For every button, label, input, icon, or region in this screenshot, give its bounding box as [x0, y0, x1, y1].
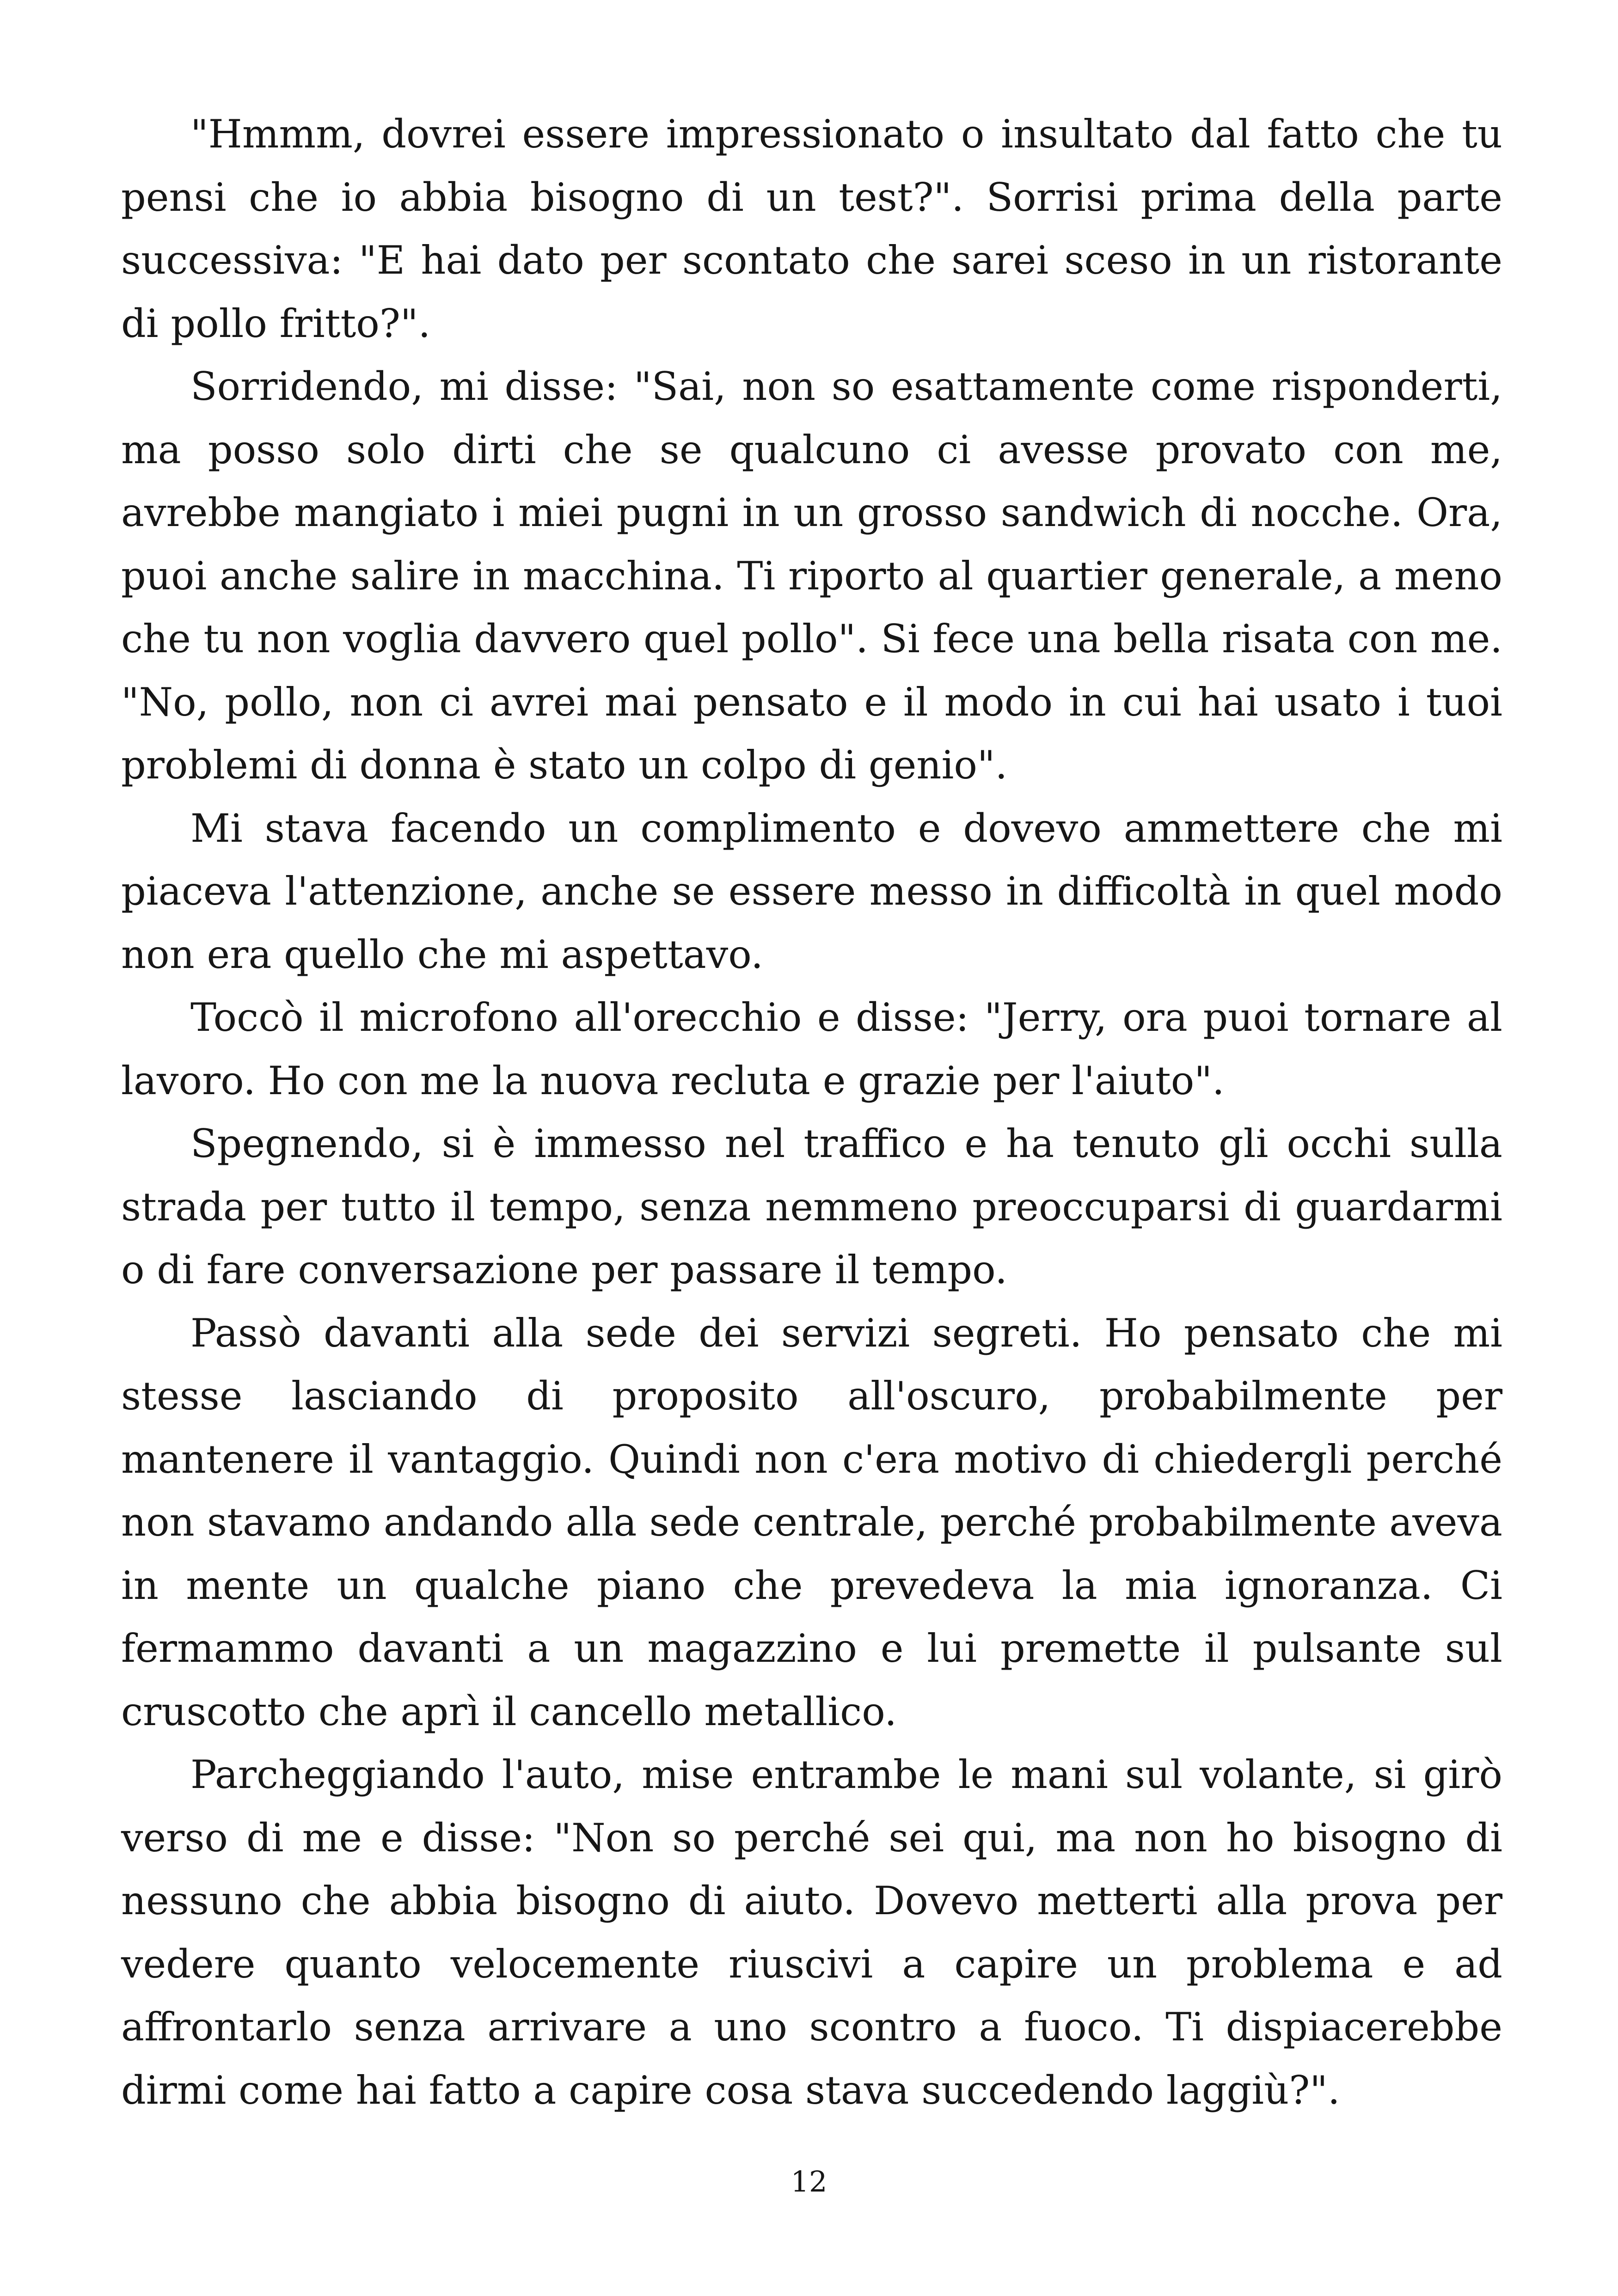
- paragraph: Parcheggiando l'auto, mise entrambe le mani sul volante, si girò verso di me e disse: "Non so perché sei qui, ma non ho bisogno di nessuno che abbia bisogno di aiuto. Dovevo metterti alla prova per vedere quanto velocemente riuscivi a capire un problema e ad affrontarlo senza arrivare a uno scontro a fuoco. Ti dispiacerebbe dirmi come hai fatto a capire cosa stava succedendo laggiù?".: [121, 1752, 1502, 2113]
- paragraph: Mi stava facendo un complimento e dovevo ammettere che mi piaceva l'attenzione, anche se essere messo in difficoltà in quel modo non era quello che mi aspettavo.: [121, 805, 1502, 977]
- paragraph: "Hmmm, dovrei essere impressionato o insultato dal fatto che tu pensi che io abbia bisogno di un test?". Sorrisi prima della parte successiva: "E hai dato per scontato che sarei sceso in un ristorante di pollo fritto?".: [121, 111, 1502, 346]
- paragraph: Passò davanti alla sede dei servizi segreti. Ho pensato che mi stesse lasciando di proposito all'oscuro, probabilmente per mantenere il vantaggio. Quindi non c'era motivo di chiedergli perché non stavamo andando alla sede centrale, perché probabilmente aveva in mente un qualche piano che prevedeva la mia ignoranza. Ci fermammo davanti a un magazzino e lui premette il pulsante sul cruscotto che aprì il cancello metallico.: [121, 1310, 1502, 1734]
- page-number: 12: [791, 2165, 827, 2198]
- page-body: [121, 103, 1502, 2122]
- paragraph: Sorridendo, mi disse: "Sai, non so esattamente come risponderti, ma posso solo dirti che se qualcuno ci avesse provato con me, avrebbe mangiato i miei pugni in un grosso sandwich di nocche. Ora, puoi anche salire in macchina. Ti riporto al quartier generale, a meno che tu non voglia davvero quel pollo". Si fece una bella risata con me. "No, pollo, non ci avrei mai pensato e il modo in cui hai usato i tuoi problemi di donna è stato un colpo di genio".: [121, 364, 1502, 788]
- paragraph: Toccò il microfono all'orecchio e disse: "Jerry, ora puoi tornare al lavoro. Ho con me la nuova recluta e grazie per l'aiuto".: [121, 995, 1502, 1103]
- paragraph: Spegnendo, si è immesso nel traffico e ha tenuto gli occhi sulla strada per tutto il tempo, senza nemmeno preoccuparsi di guardarmi o di fare conversazione per passare il tempo.: [121, 1121, 1502, 1292]
